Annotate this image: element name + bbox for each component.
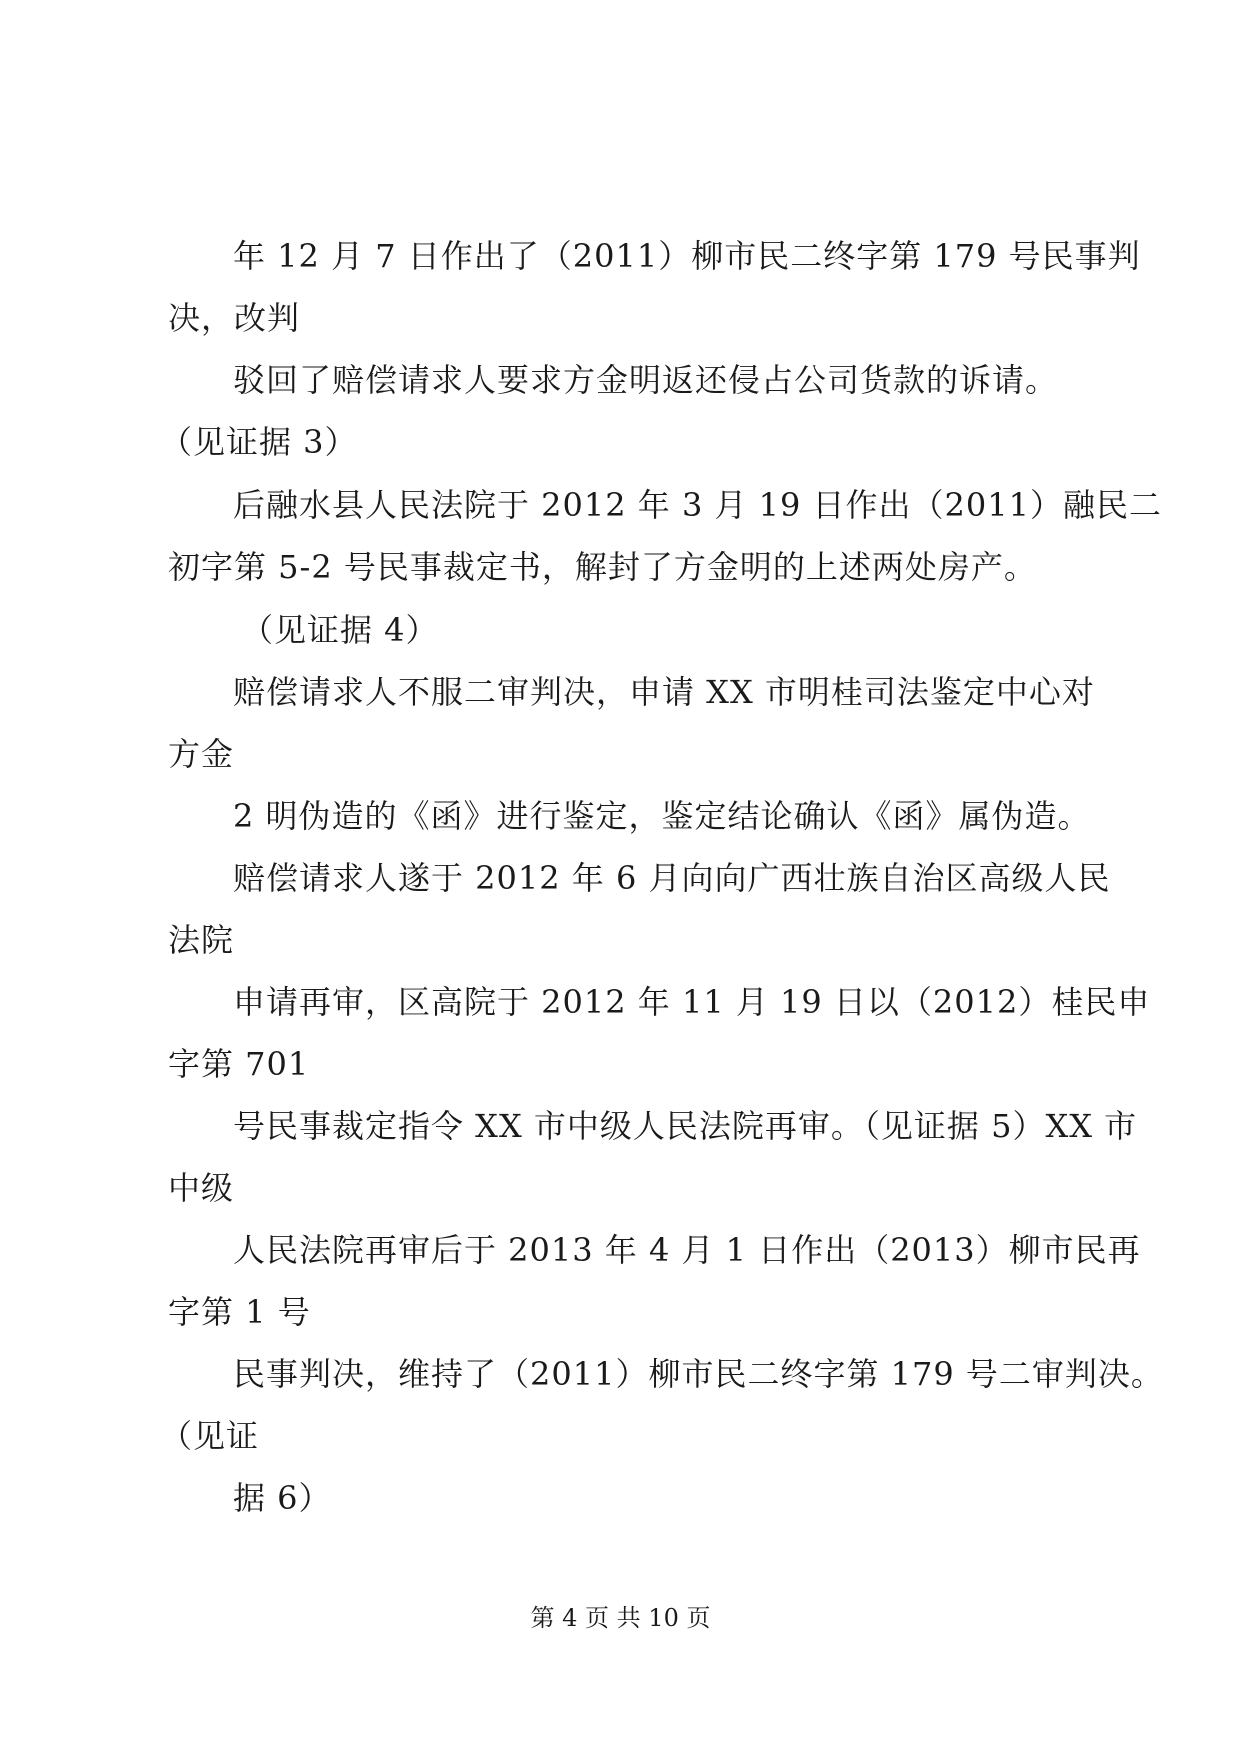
text-line: 据 6） [233,1479,332,1517]
text-line: 法院 [168,921,235,959]
text-line: 申请再审，区高院于 2012 年 11 月 19 日以（2012）桂民申 [233,983,1151,1021]
text-line: （见证据 3） [160,423,358,461]
text-line: 方金 [168,735,235,773]
text-line: 号民事裁定指令 XX 市中级人民法院再审。（见证据 5）XX 市 [233,1107,1138,1145]
text-line: 字第 701 [168,1045,310,1083]
text-line: 后融水县人民法院于 2012 年 3 月 19 日作出（2011）融民二 [233,486,1162,524]
text-line: 民事判决，维持了（2011）柳市民二终字第 179 号二审判决。 [233,1355,1164,1393]
text-line: 赔偿请求人遂于 2012 年 6 月向向广西壮族自治区高级人民 [233,859,1111,897]
text-line: 决，改判 [168,299,301,337]
text-line: 年 12 月 7 日作出了（2011）柳市民二终字第 179 号民事判 [233,237,1141,275]
text-line: 字第 1 号 [168,1293,311,1331]
page-footer: 第 4 页 共 10 页 [530,1604,711,1632]
text-line: 2 明伪造的《函》进行鉴定，鉴定结论确认《函》属伪造。 [233,797,1091,835]
text-line: 赔偿请求人不服二审判决，申请 XX 市明桂司法鉴定中心对 [233,673,1095,711]
text-line: （见证据 4） [241,611,439,649]
text-line: （见证 [160,1417,260,1455]
text-line: 人民法院再审后于 2013 年 4 月 1 日作出（2013）柳市民再 [233,1231,1141,1269]
text-line: 驳回了赔偿请求人要求方金明返还侵占公司货款的诉请。 [233,361,1059,399]
text-line: 初字第 5-2 号民事裁定书，解封了方金明的上述两处房产。 [168,548,1037,586]
text-line: 中级 [168,1169,235,1207]
